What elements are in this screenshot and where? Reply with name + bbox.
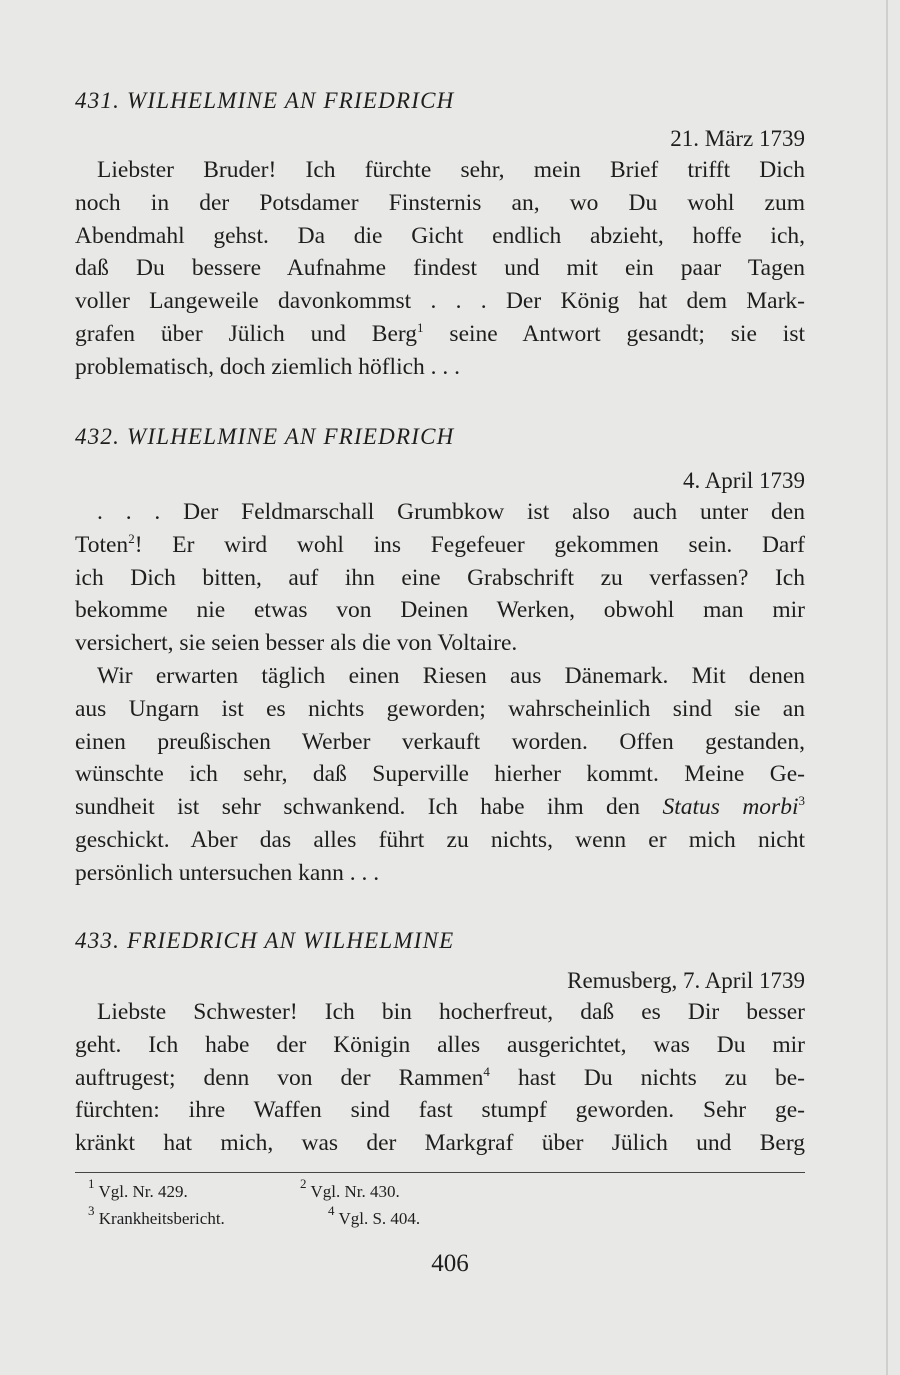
letter-431 xyxy=(75,86,805,384)
letter-433 xyxy=(75,926,805,1160)
text-run: Abendmahl gehst. Da die Gicht endlich abzieht, hoffe ich, xyxy=(75,222,805,249)
footnote-ref: 4 xyxy=(483,1063,490,1079)
text-run: bekomme nie etwas von Deinen Werken, obwohl man mir xyxy=(75,597,805,624)
text-run: . . . Der Feldmarschall Grumbkow ist also auch unter den xyxy=(97,499,805,525)
text-run: ich Dich bitten, auf ihn eine Grabschrift zu verfassen? Ich xyxy=(75,564,805,591)
footnote-3: $^3$ Krankheitsbericht. xyxy=(88,1203,225,1228)
text-run: hast Du nichts zu be- xyxy=(489,1064,805,1091)
text-line xyxy=(75,529,805,562)
letter-date: 21. März 1739 xyxy=(670,126,805,151)
text-run: Status morbi xyxy=(662,794,799,821)
letter-432 xyxy=(75,422,805,890)
text-line xyxy=(75,1029,805,1062)
text-run: voller Langeweile davonkommst . . . Der König hat dem Mark- xyxy=(75,288,805,315)
text-run: wünschte ich sehr, daß Superville hierher kommt. Meine Ge- xyxy=(75,761,805,788)
text-line xyxy=(75,824,805,857)
footnote-4: $^4$ Vgl. S. 404. xyxy=(328,1203,421,1228)
footnote-2: $^2$ Vgl. Nr. 430. xyxy=(300,1176,400,1201)
text-line xyxy=(75,1094,805,1127)
text-line xyxy=(75,857,805,890)
text-line xyxy=(75,693,805,726)
letter-heading: 433. FRIEDRICH AN WILHELMINE xyxy=(75,928,455,953)
text-line xyxy=(75,351,805,384)
text-run: problematisch, doch ziemlich höflich . . . xyxy=(75,353,461,380)
text-line xyxy=(75,996,805,1029)
text-run: Toten xyxy=(75,531,129,558)
letter-heading: 431. WILHELMINE AN FRIEDRICH xyxy=(75,88,455,113)
text-run: geschickt. Aber das alles führt zu nichts, wenn er mich nicht xyxy=(75,826,805,853)
text-line xyxy=(75,1062,805,1095)
text-line xyxy=(75,252,805,285)
footnote-rule xyxy=(75,1172,805,1173)
letter-heading: 432. WILHELMINE AN FRIEDRICH xyxy=(75,424,455,449)
letter-date: Remusberg, 7. April 1739 xyxy=(567,968,805,993)
text-line xyxy=(75,726,805,759)
text-line xyxy=(75,594,805,627)
footnote-ref: 2 xyxy=(128,530,135,546)
text-run: auftrugest; denn von der Rammen xyxy=(75,1064,484,1091)
text-line xyxy=(75,791,805,824)
text-line xyxy=(75,220,805,253)
text-line xyxy=(75,562,805,595)
text-line xyxy=(75,660,805,693)
letter-date: 4. April 1739 xyxy=(682,468,805,493)
text-run: seine Antwort gesandt; sie ist xyxy=(423,320,805,347)
text-run: daß Du bessere Aufnahme findest und mit ein paar Tagen xyxy=(75,255,805,282)
text-run: ! Er wird wohl ins Fegefeuer gekommen sein. Darf xyxy=(134,531,805,558)
text-line xyxy=(75,318,805,351)
text-run: Wir erwarten täglich einen Riesen aus Dänemark. Mit denen xyxy=(97,662,805,689)
text-run: einen preußischen Werber verkauft worden. Offen gestanden, xyxy=(75,728,805,755)
page-number: 406 xyxy=(431,1250,469,1277)
text-line xyxy=(75,154,805,187)
text-line xyxy=(75,627,805,660)
text-run: noch in der Potsdamer Finsternis an, wo Du wohl zum xyxy=(75,189,805,216)
text-line xyxy=(75,1127,805,1160)
text-run: aus Ungarn ist es nichts geworden; wahrscheinlich sind sie an xyxy=(75,695,805,722)
footnote-1: $^1$ Vgl. Nr. 429. xyxy=(88,1176,188,1201)
text-run: sundheit ist sehr schwankend. Ich habe ihm den xyxy=(75,794,663,821)
text-run: Liebster Bruder! Ich fürchte sehr, mein Brief trifft Dich xyxy=(97,157,805,183)
text-run: versichert, sie seien besser als die von Voltaire. xyxy=(75,630,518,657)
text-run: kränkt hat mich, was der Markgraf über Jülich und Berg xyxy=(75,1130,805,1157)
text-run: geht. Ich habe der Königin alles ausgerichtet, was Du mir xyxy=(75,1031,805,1058)
page-edge xyxy=(886,0,888,1375)
text-run: Liebste Schwester! Ich bin hocherfreut, daß es Dir besser xyxy=(97,999,805,1025)
text-line xyxy=(75,758,805,791)
text-run: fürchten: ihre Waffen sind fast stumpf geworden. Sehr ge- xyxy=(75,1097,805,1124)
text-line xyxy=(75,496,805,529)
text-run: persönlich untersuchen kann . . . xyxy=(75,859,380,886)
footnote-ref: 1 xyxy=(417,319,424,335)
footnote-ref: 3 xyxy=(798,793,805,809)
text-run: grafen über Jülich und Berg xyxy=(75,320,418,347)
text-line xyxy=(75,285,805,318)
text-line xyxy=(75,187,805,220)
